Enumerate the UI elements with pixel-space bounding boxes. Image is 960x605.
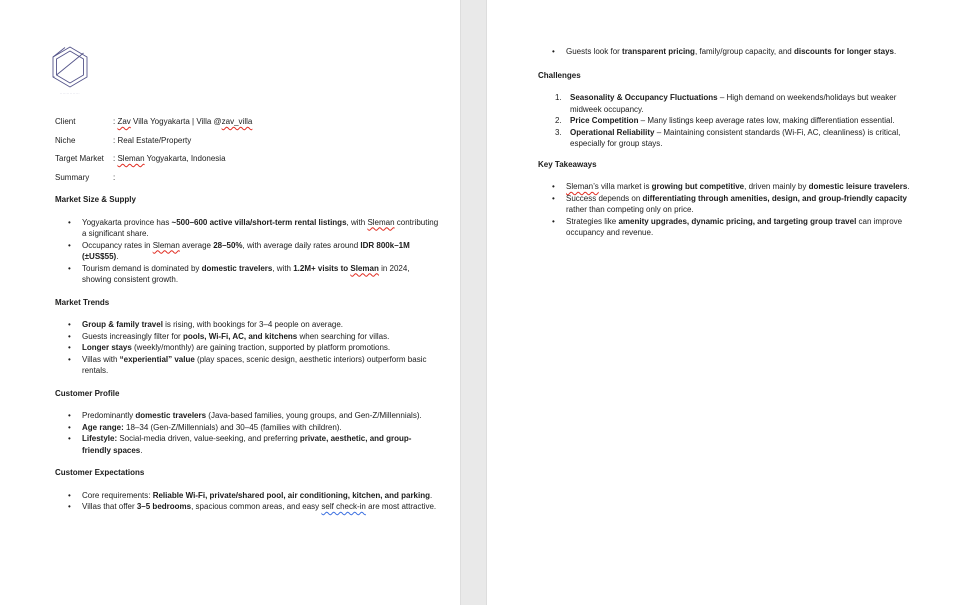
text-segment: transparent pricing bbox=[622, 47, 695, 56]
section-heading-market-size-supply: Market Size & Supply bbox=[55, 195, 136, 204]
list-item-text bbox=[82, 491, 432, 500]
text-segment: , spacious common areas, and easy bbox=[191, 502, 322, 511]
text-segment: “experiential” value bbox=[119, 354, 195, 364]
bullet-marker: • bbox=[68, 434, 71, 443]
bullet-marker: • bbox=[68, 263, 71, 273]
bullet-marker: • bbox=[68, 331, 71, 341]
section-customer-expectations bbox=[55, 467, 440, 513]
bullet-marker: • bbox=[68, 320, 71, 329]
page-2[interactable] bbox=[487, 0, 960, 605]
list-item-text bbox=[82, 411, 422, 420]
section-heading-customer-expectations: Customer Expectations bbox=[55, 468, 145, 477]
text-segment: Sleman bbox=[367, 217, 395, 227]
text-segment: (Java-based families, young groups, and Gen-Z/Millennials). bbox=[206, 411, 422, 420]
meta-value-summary bbox=[113, 172, 440, 184]
list-item-text bbox=[82, 355, 426, 376]
bullet-marker: • bbox=[68, 422, 71, 432]
page-1[interactable] bbox=[0, 0, 460, 605]
text-segment: domestic travelers bbox=[135, 411, 207, 420]
meta-label-niche: Niche bbox=[55, 135, 76, 145]
list-item bbox=[55, 240, 440, 263]
list-item-text bbox=[566, 47, 896, 56]
text-segment: , with bbox=[346, 217, 368, 227]
list-item bbox=[55, 342, 440, 354]
section-customer-profile bbox=[55, 388, 440, 457]
number-marker: 2. bbox=[555, 116, 562, 125]
text-segment: Reliable Wi-Fi, private/shared pool, air conditioning, kitchen, and parking bbox=[152, 490, 431, 500]
meta-label-summary: Summary bbox=[55, 172, 90, 182]
section-heading-customer-profile: Customer Profile bbox=[55, 388, 120, 398]
text-segment: 18–34 (Gen-Z/Millennials) and 30–45 (families with children). bbox=[123, 422, 342, 432]
meta-value-niche bbox=[113, 135, 440, 147]
text-segment: Villa Yogyakarta | Villa @ bbox=[130, 117, 222, 126]
logo bbox=[48, 46, 92, 95]
text-segment: Social-media driven, value-seeking, and preferring bbox=[117, 434, 300, 443]
list-item-text bbox=[82, 343, 390, 352]
text-segment: Guests increasingly filter for bbox=[82, 331, 183, 341]
list-item-text bbox=[82, 423, 342, 432]
text-segment: Yogyakarta province has bbox=[82, 217, 172, 227]
page-1-content bbox=[0, 0, 460, 513]
list-item-text bbox=[82, 502, 436, 511]
list-item bbox=[538, 46, 925, 58]
section-heading-market-trends: Market Trends bbox=[55, 297, 110, 307]
text-segment: Core requirements: bbox=[82, 490, 153, 500]
text-segment: Operational Reliability bbox=[570, 127, 655, 137]
text-segment: contributing a significant share. bbox=[82, 217, 439, 238]
text-segment: discounts for longer stays bbox=[793, 47, 894, 56]
list-item bbox=[538, 92, 925, 115]
meta-value-target-market bbox=[113, 153, 440, 165]
section-challenges bbox=[538, 70, 925, 150]
number-marker: 3. bbox=[555, 127, 562, 137]
bullet-marker: • bbox=[68, 354, 71, 364]
market-trends-list bbox=[55, 319, 440, 377]
meta-label-client: Client bbox=[55, 117, 76, 126]
text-segment: Group & family travel bbox=[82, 320, 163, 329]
text-segment: , with bbox=[272, 263, 294, 273]
text-segment: Tourism demand is dominated by bbox=[82, 263, 202, 273]
text-segment: differentiating through amenities, design, and group-friendly capacity bbox=[642, 193, 907, 203]
text-segment: private, aesthetic, and group-friendly spaces bbox=[82, 434, 412, 455]
text-segment: : Real Estate/Property bbox=[113, 135, 192, 145]
text-segment: villa market is bbox=[598, 182, 652, 191]
text-segment: domestic leisure travelers bbox=[808, 182, 908, 191]
text-segment: Villas that offer bbox=[82, 502, 137, 511]
challenges-list bbox=[538, 92, 925, 150]
text-segment: Guests look for bbox=[566, 47, 623, 56]
text-segment: . bbox=[140, 445, 143, 455]
text-segment: 28–50% bbox=[213, 240, 243, 250]
client-meta bbox=[55, 116, 440, 183]
text-segment: pools, Wi-Fi, AC, and kitchens bbox=[182, 331, 298, 341]
number-marker: 1. bbox=[555, 93, 562, 102]
list-item-text bbox=[570, 93, 896, 114]
list-item-text bbox=[82, 241, 410, 262]
text-segment: rather than competing only on price. bbox=[566, 205, 694, 214]
list-item bbox=[55, 410, 440, 422]
list-item-text bbox=[566, 182, 910, 191]
section-market-trends bbox=[55, 297, 440, 377]
meta-value-client bbox=[113, 116, 440, 128]
section-key-takeaways bbox=[538, 159, 925, 239]
text-segment: zav_villa bbox=[221, 117, 253, 126]
text-segment: (weekly/monthly) are gaining traction, supported by platform promotions. bbox=[131, 343, 391, 352]
text-segment: : bbox=[113, 117, 118, 126]
list-item-text bbox=[82, 218, 438, 239]
bullet-marker: • bbox=[68, 217, 71, 227]
page-2-content bbox=[487, 0, 960, 239]
text-segment: is rising, with bookings for 3–4 people on average. bbox=[162, 320, 344, 329]
list-item bbox=[538, 193, 925, 216]
hexagon-logo-icon bbox=[48, 46, 92, 88]
list-item bbox=[55, 331, 440, 343]
meta-label-target-market: Target Market bbox=[55, 154, 104, 163]
list-item-text bbox=[570, 116, 894, 125]
text-segment: , family/group capacity, and bbox=[694, 47, 794, 56]
text-segment: , driven mainly by bbox=[744, 182, 809, 191]
text-segment: – Maintaining consistent standards (Wi-Fi, AC, cleanliness) is critical, especially for group stays. bbox=[570, 127, 901, 148]
customer-expectations-continued-list bbox=[538, 46, 925, 58]
text-segment: Success depends on bbox=[566, 193, 643, 203]
text-segment: – High demand on weekends/holidays but weaker midweek occupancy. bbox=[570, 93, 897, 114]
list-item-text bbox=[570, 128, 900, 149]
bullet-marker: • bbox=[68, 411, 71, 420]
list-item bbox=[538, 127, 925, 150]
customer-expectations-list bbox=[55, 490, 440, 513]
text-segment: Yogyakarta, Indonesia bbox=[144, 154, 226, 163]
list-item-text bbox=[566, 217, 902, 238]
text-segment: are most attractive. bbox=[365, 502, 437, 511]
text-segment: growing but competitive bbox=[651, 182, 745, 191]
text-segment: self check-in bbox=[321, 502, 366, 511]
text-segment: 1.2M+ visits to bbox=[293, 263, 351, 273]
list-item bbox=[538, 115, 925, 127]
text-segment: : bbox=[113, 154, 118, 163]
list-item bbox=[538, 181, 925, 193]
text-segment: Seasonality & Occupancy Fluctuations bbox=[570, 93, 718, 102]
text-segment: Zav bbox=[117, 117, 131, 126]
text-segment: Predominantly bbox=[82, 411, 136, 420]
text-segment: Villas with bbox=[82, 354, 120, 364]
list-item bbox=[55, 433, 440, 456]
section-heading-key-takeaways: Key Takeaways bbox=[538, 159, 597, 169]
key-takeaways-list bbox=[538, 181, 925, 239]
list-item-text bbox=[82, 320, 343, 329]
list-item-text bbox=[82, 332, 389, 341]
market-size-supply-list bbox=[55, 217, 440, 286]
list-item bbox=[55, 501, 440, 513]
list-item-text bbox=[82, 264, 410, 285]
text-segment: Age range: bbox=[82, 422, 124, 432]
list-item bbox=[55, 490, 440, 502]
text-segment: Price Competition bbox=[570, 116, 639, 125]
text-segment: Occupancy rates in bbox=[82, 240, 153, 250]
list-item bbox=[55, 263, 440, 286]
text-segment: . bbox=[430, 490, 433, 500]
text-segment: (play spaces, scenic design, aesthetic interiors) outperform basic rentals. bbox=[82, 354, 427, 375]
text-segment: , with average daily rates around bbox=[242, 240, 361, 250]
bullet-marker: • bbox=[68, 343, 71, 352]
text-segment: : bbox=[113, 172, 116, 182]
text-segment: Sleman bbox=[117, 154, 145, 163]
bullet-marker: • bbox=[552, 216, 555, 226]
text-segment: ~500–600 active villa/short-term rental listings bbox=[171, 217, 347, 227]
bullet-marker: • bbox=[68, 240, 71, 250]
text-segment: can improve occupancy and revenue. bbox=[566, 216, 903, 237]
list-item bbox=[55, 319, 440, 331]
text-segment: 3–5 bedrooms bbox=[136, 502, 192, 511]
logo-caption: ∙∙∙∙∙∙∙∙∙∙∙∙∙∙ bbox=[59, 91, 81, 95]
text-segment: Sleman bbox=[350, 263, 379, 273]
text-segment: – Many listings keep average rates low, making differentiation essential. bbox=[638, 116, 895, 125]
list-item bbox=[538, 216, 925, 239]
text-segment: average bbox=[179, 240, 214, 250]
section-market-size-supply bbox=[55, 194, 440, 286]
text-segment: domestic travelers bbox=[201, 263, 273, 273]
text-segment: in 2024, showing consistent growth. bbox=[82, 263, 410, 284]
bullet-marker: • bbox=[68, 490, 71, 500]
list-item bbox=[55, 354, 440, 377]
bullet-marker: • bbox=[552, 182, 555, 191]
list-item-text bbox=[566, 194, 907, 215]
customer-profile-list bbox=[55, 410, 440, 456]
bullet-marker: • bbox=[552, 47, 555, 56]
text-segment: IDR 800k–1M (±US$55) bbox=[82, 240, 410, 261]
text-segment: . bbox=[907, 182, 910, 191]
text-segment: . bbox=[116, 252, 119, 261]
list-item bbox=[55, 217, 440, 240]
text-segment: Strategies like bbox=[566, 216, 619, 226]
bullet-marker: • bbox=[68, 502, 71, 511]
text-segment: Sleman’s bbox=[566, 182, 599, 191]
section-heading-challenges: Challenges bbox=[538, 70, 581, 80]
text-segment: Sleman bbox=[152, 240, 180, 250]
text-segment: amenity upgrades, dynamic pricing, and targeting group travel bbox=[618, 216, 857, 226]
text-segment: Lifestyle: bbox=[82, 434, 118, 443]
list-item-text bbox=[82, 434, 411, 455]
text-segment: . bbox=[893, 47, 897, 56]
list-item bbox=[55, 422, 440, 434]
text-segment: when searching for villas. bbox=[297, 331, 390, 341]
page-gap bbox=[460, 0, 487, 605]
bullet-marker: • bbox=[552, 193, 555, 203]
text-segment: Longer stays bbox=[82, 343, 132, 352]
